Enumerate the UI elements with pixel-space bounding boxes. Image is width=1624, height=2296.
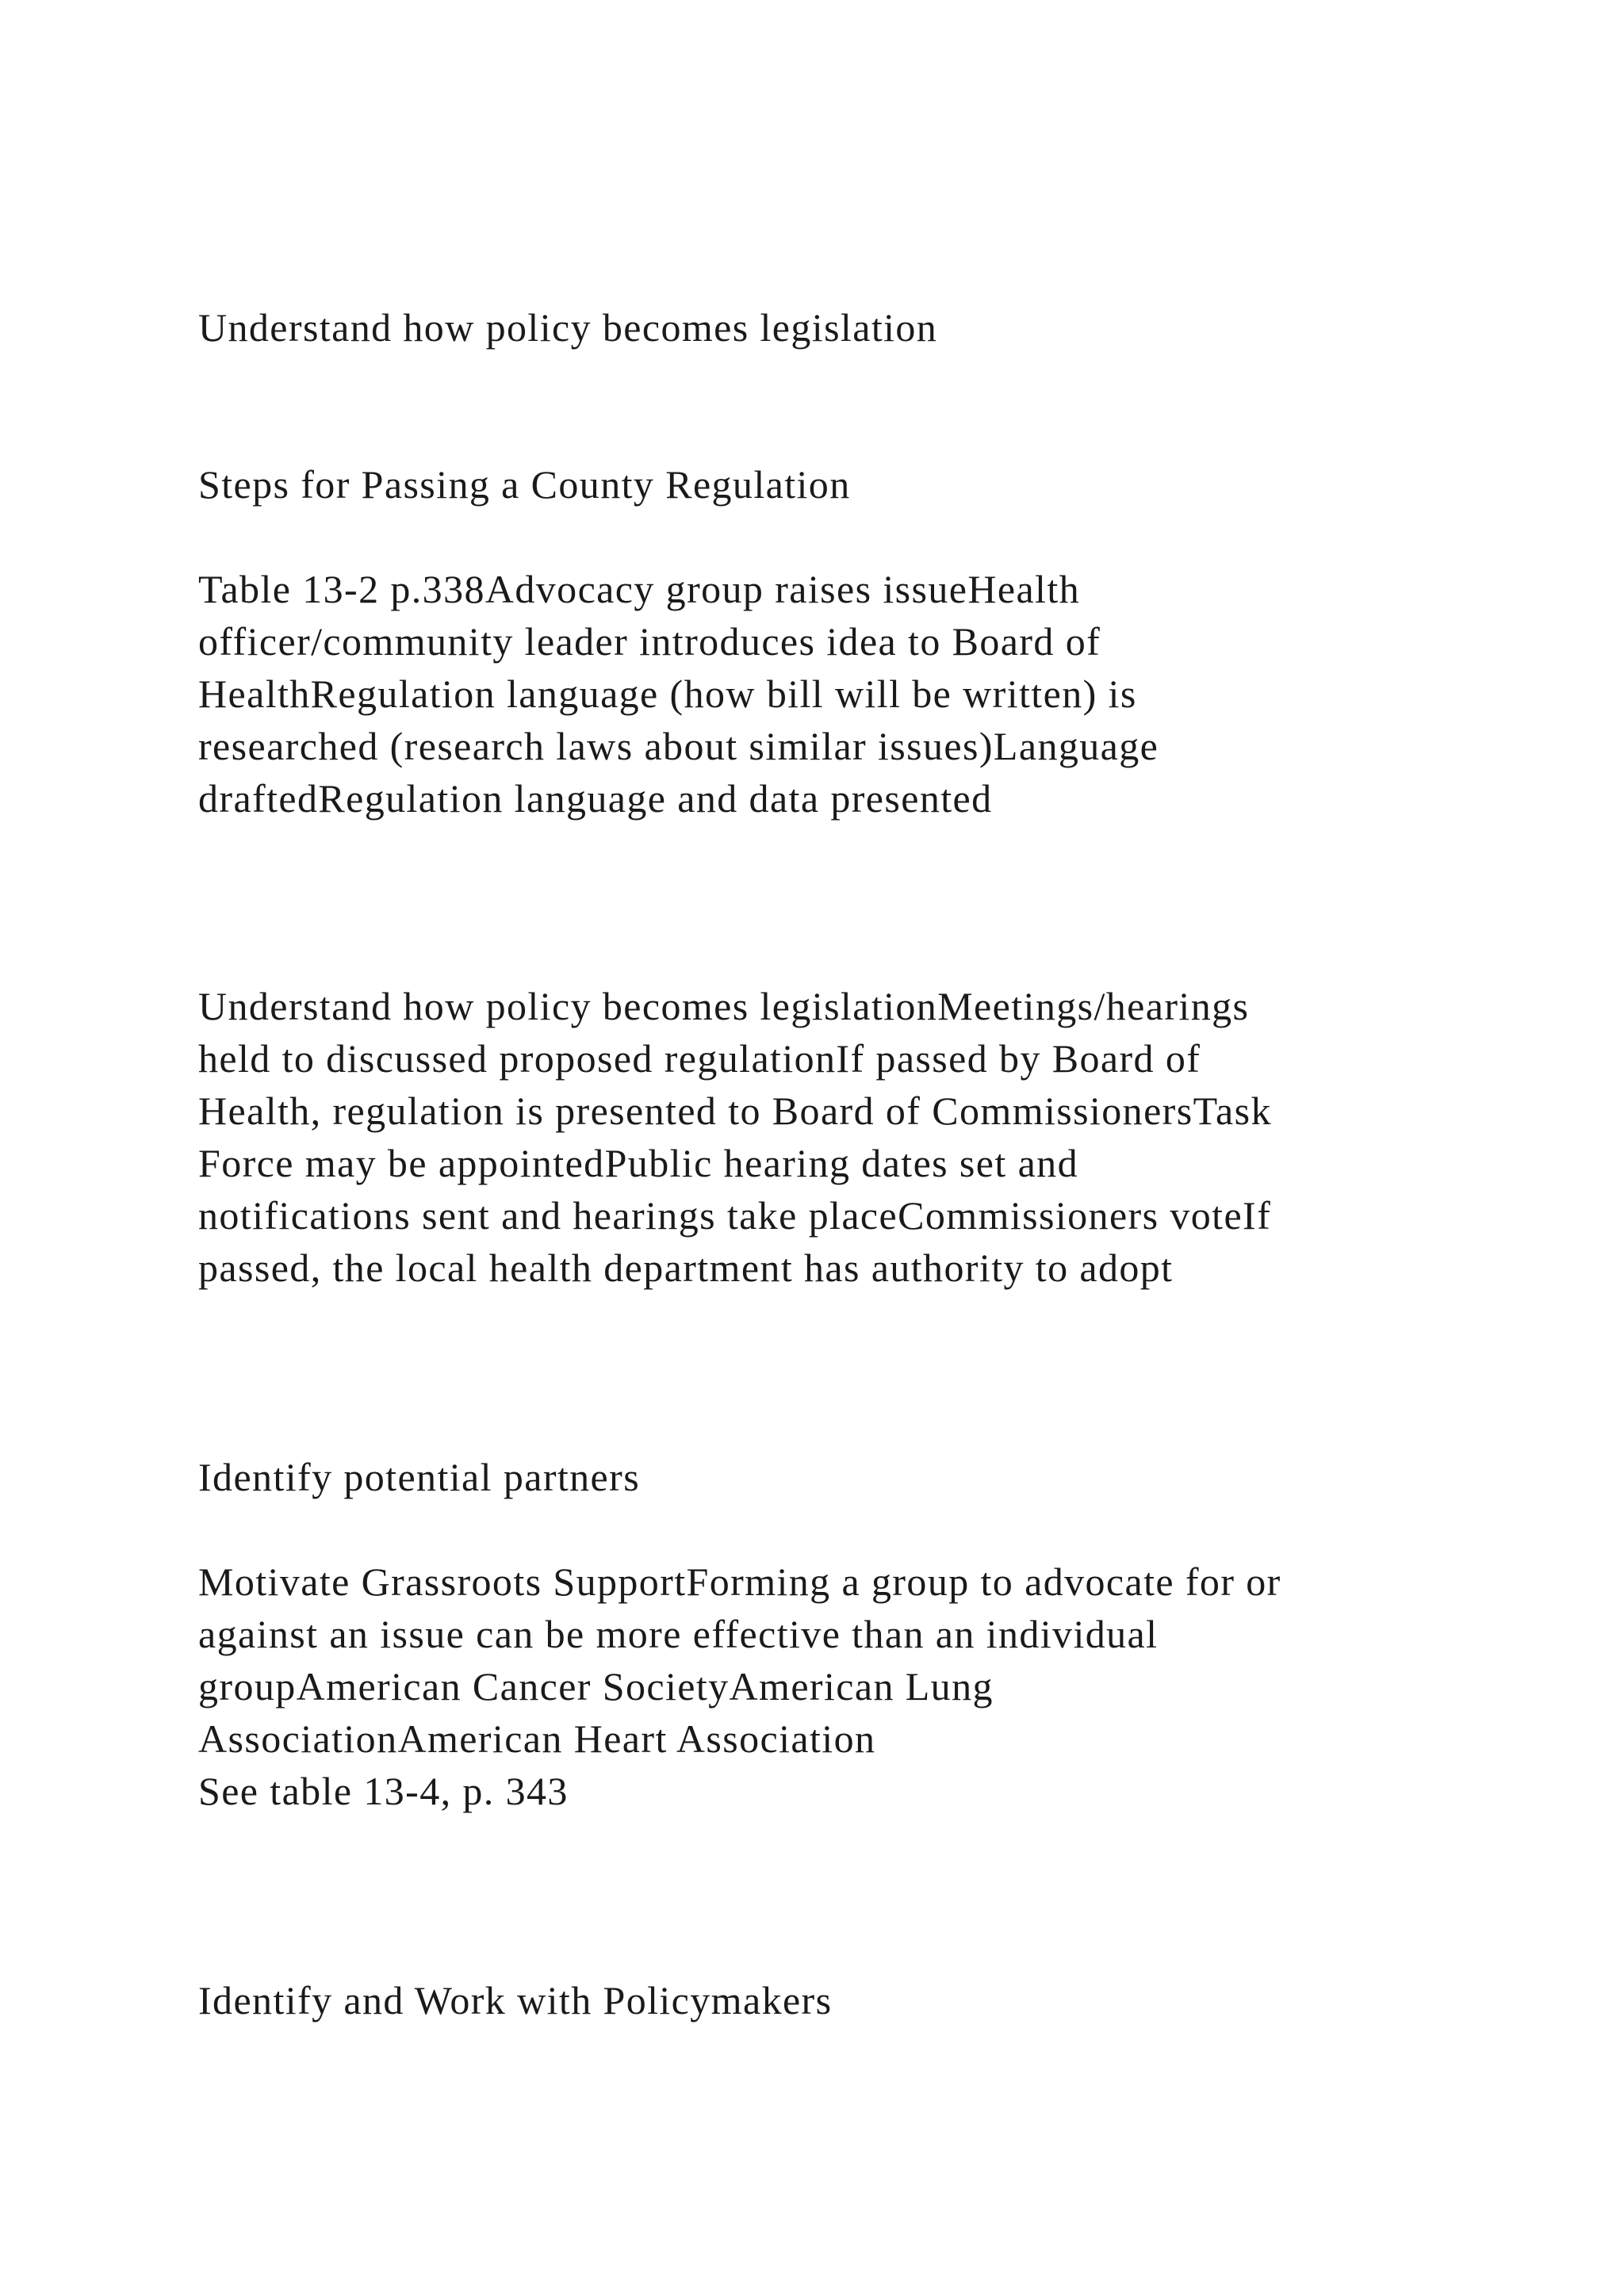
text-line: officer/community leader introduces idea to Board of	[198, 619, 1101, 664]
text-line: Motivate Grassroots SupportForming a group to advocate for or	[198, 1559, 1281, 1604]
text-line: Identify and Work with Policymakers	[198, 1978, 833, 2022]
text-line: Understand how policy becomes legislationMeetings/hearings	[198, 984, 1250, 1028]
text-line: notifications sent and hearings take placeCommissioners voteIf	[198, 1193, 1272, 1238]
text-line: Table 13-2 p.338Advocacy group raises issueHealth	[198, 567, 1081, 611]
text-line: draftedRegulation language and data presented	[198, 776, 993, 821]
text-line: AssociationAmerican Heart Association	[198, 1716, 876, 1761]
text-line: against an issue can be more effective than an individual	[198, 1612, 1159, 1656]
text-line: Steps for Passing a County Regulation	[198, 462, 851, 507]
text-line: researched (research laws about similar issues)Language	[198, 724, 1159, 768]
section-heading-steps-county-regulation	[198, 458, 1507, 511]
text-line: HealthRegulation language (how bill will be written) is	[198, 672, 1137, 716]
paragraph-grassroots-support	[198, 1556, 1507, 1817]
text-line: held to discussed proposed regulationIf passed by Board of	[198, 1036, 1201, 1081]
text-line: Identify potential partners	[198, 1455, 641, 1499]
paragraph-policy-to-legislation	[198, 980, 1507, 1294]
section-heading-potential-partners	[198, 1451, 1507, 1503]
text-line: passed, the local health department has authority to adopt	[198, 1246, 1174, 1290]
paragraph-regulation-steps	[198, 563, 1507, 825]
section-heading-understand-policy	[198, 301, 1507, 354]
text-line: groupAmerican Cancer SocietyAmerican Lung	[198, 1664, 994, 1709]
text-line: Health, regulation is presented to Board of CommissionersTask	[198, 1089, 1272, 1133]
text-line: Force may be appointedPublic hearing dates set and	[198, 1141, 1078, 1185]
section-heading-policymakers	[198, 1974, 1507, 2026]
text-line: See table 13-4, p. 343	[198, 1769, 569, 1813]
text-line: Understand how policy becomes legislation	[198, 305, 938, 350]
